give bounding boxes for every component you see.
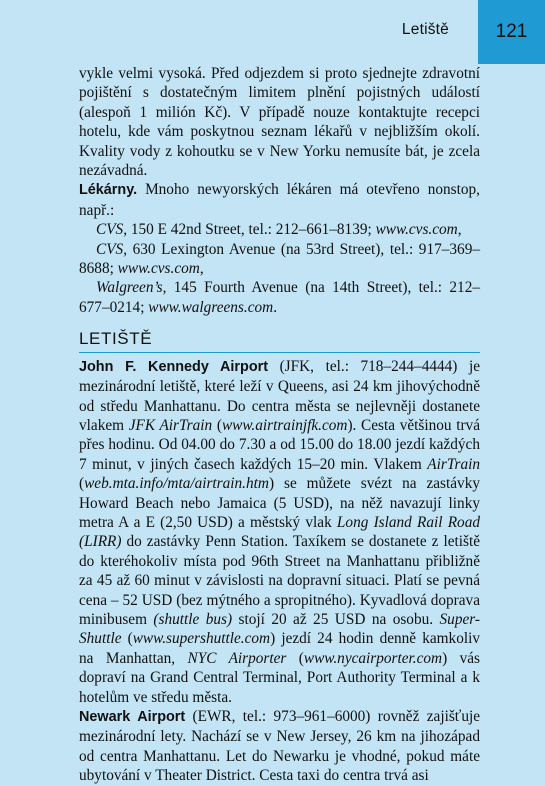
pharmacy-name: CVS <box>96 221 124 239</box>
pharmacy-punct: . <box>273 298 278 316</box>
jfk-text: ) vás dopraví na Grand Central Terminal, Port Authority Terminal a k hotelům ve středu města. <box>79 649 481 706</box>
newark-title: Newark Airport <box>79 709 186 725</box>
jfk-mta-website: web.mta.info/mta/airtrain.htm <box>84 475 269 493</box>
jfk-text: ( <box>286 649 304 667</box>
jfk-lirr-name: Long Island Rail Road (LIRR) <box>79 513 480 551</box>
pharmacy-punct: , <box>199 260 204 278</box>
pharmacies-paragraph <box>79 180 480 220</box>
pharmacy-punct: , <box>457 221 462 239</box>
page-body <box>79 64 480 786</box>
jfk-airtrain-website: www.airtrainjfk.com <box>221 416 348 434</box>
jfk-text: ) jezdí 24 hodin denně kamkoliv na Manhattan, <box>79 630 480 667</box>
jfk-airporter-website: www.nycairporter.com <box>303 649 443 667</box>
pharmacy-name: Walgreen’s <box>96 279 163 297</box>
jfk-text: ( <box>79 475 85 493</box>
jfk-shuttle-term: (shuttle bus) <box>153 610 233 628</box>
section-heading: LETIŠTĚ <box>79 329 480 352</box>
jfk-paragraph <box>79 357 480 707</box>
pharmacies-title: Lékárny. <box>79 182 138 199</box>
pharmacy-website: www.cvs.com <box>117 260 200 278</box>
section-label: Letiště <box>401 21 449 38</box>
intro-paragraph: vykle velmi vysoká. Před odjezdem si proto sjednejte zdravotní pojištění s dostatečným limitem plnění pojistných událostí (alespoň 1 milión Kč). V případě nouze kontaktujte recepci hotelu, kde vám poskytnou seznam lékařů v nejbližším okolí. Kvality vody z kohoutku se v New Yorku nemusíte bát, je zcela nezávadná. <box>79 65 480 180</box>
newark-paragraph <box>79 707 480 786</box>
pharmacy-website: www.cvs.com <box>375 221 458 239</box>
jfk-supershuttle-name: Super-Shuttle <box>79 610 480 648</box>
jfk-airtrain-name: JFK AirTrain <box>128 416 213 434</box>
pharmacy-website: www.walgreens.com <box>148 298 274 316</box>
pharmacy-address: , 630 Lexington Avenue (na 53rd Street), tel.: 917–369–8688; <box>79 240 480 278</box>
jfk-text: ( <box>212 416 222 434</box>
pharmacies-text: Mnoho newyorských lékáren má otevřeno nonstop, např.: <box>79 181 480 219</box>
pharmacy-entry <box>79 220 480 239</box>
jfk-text: (JFK, tel.: 718–244–4444) je mezinárodní letiště, které leží v Queens, asi 24 km jihovýchodně od středu Manhattanu. Do centra města se nejlevněji dostanete vlakem <box>79 357 480 434</box>
newark-text: (EWR, tel.: 973–961–6000) rovněž zajišťuje mezinárodní lety. Nachází se v New Jersey, 26 km na jihozápad od centra Manhattanu. Let do Newarku je vhodné, pokud máte ubytování v Theater District. Cesta taxi do centra trvá asi <box>79 708 481 785</box>
jfk-airporter-name: NYC Airporter <box>187 649 287 667</box>
jfk-text: ( <box>121 630 133 648</box>
pharmacy-entry <box>79 240 480 279</box>
pharmacy-entry <box>79 278 480 317</box>
jfk-title: John F. Kennedy Airport <box>79 358 269 375</box>
pharmacy-address: , 145 Fourth Avenue (na 14th Street), tel.: 212–677–0214; <box>79 279 480 316</box>
jfk-text: ) se můžete svézt na zastávky Howard Beach nebo Jamaica (5 USD), na něž navazují linky metra A a E (2,50 USD) a městský vlak <box>79 475 480 531</box>
jfk-text: ). Cesta většinou trvá přes hodinu. Od 04.00 do 7.30 a od 15.00 do 18.00 jezdí každých 7 minut, v jiných časech každých 15–20 min. Vlakem <box>79 416 480 473</box>
page-number: 121 <box>478 0 545 64</box>
jfk-supershuttle-website: www.supershuttle.com <box>132 630 271 648</box>
jfk-text: do zastávky Penn Station. Taxíkem se dostanete z letiště do kteréhokoliv místa pod 96th Street na Manhattanu přibližně za 45 až 60 minut v závislosti na dopravní situaci. Platí se pevná cena – 52 USD (bez mýtného a spropitného). Kyvadlová doprava minibusem <box>79 533 480 628</box>
pharmacy-name: CVS <box>96 240 124 258</box>
jfk-airtrain-term: AirTrain <box>427 455 480 473</box>
pharmacy-address: , 150 E 42nd Street, tel.: 212–661–8139; <box>123 221 376 239</box>
jfk-text: stojí 20 až 25 USD na osobu. <box>232 610 440 628</box>
